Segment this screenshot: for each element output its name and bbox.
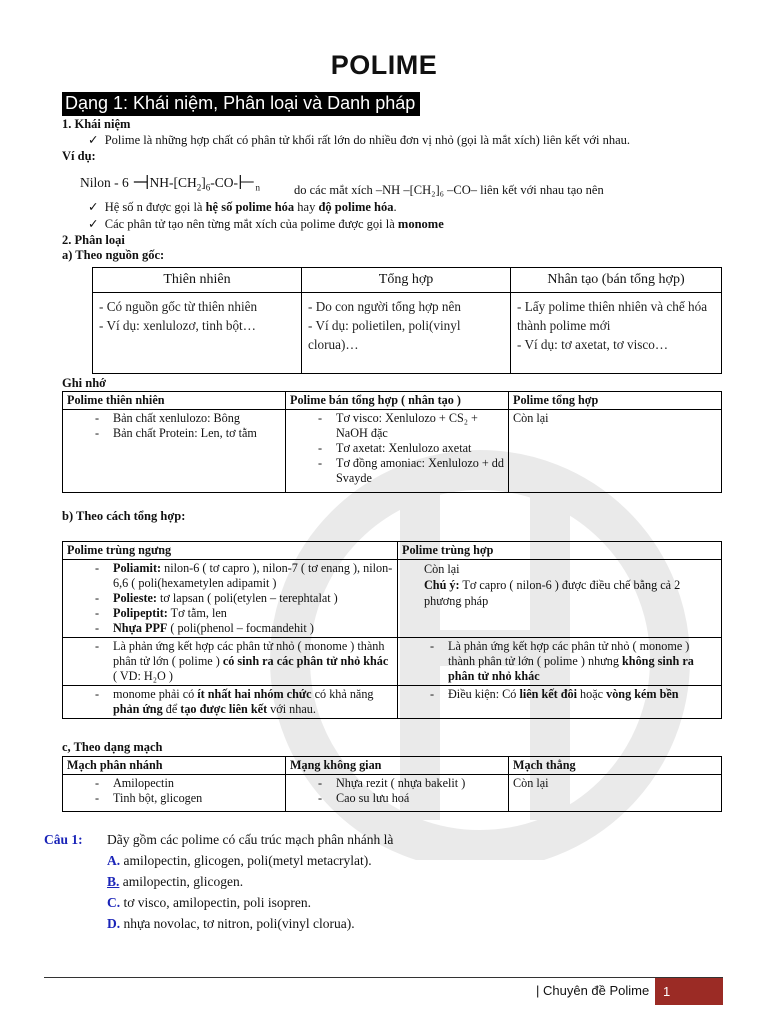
- classify-sub-b: b) Theo cách tổng hợp:: [62, 509, 186, 523]
- table-row: [63, 638, 722, 686]
- note-header-synthetic: Polime tổng hợp: [509, 392, 722, 410]
- bullet3-bold: monome: [397, 217, 444, 231]
- option-b[interactable]: [107, 874, 243, 890]
- footer-text: | Chuyên đề Polime: [536, 983, 650, 998]
- synthesis-header-addition: Polime trùng hợp: [398, 542, 722, 560]
- table-row: [63, 686, 722, 719]
- section-band: Dạng 1: Khái niệm, Phân loại và Danh pháp: [62, 92, 420, 116]
- bullet2-mid: hay: [294, 200, 319, 214]
- option-key: A.: [107, 853, 121, 868]
- note-table-header: [63, 392, 722, 410]
- option-text: tơ visco, amilopectin, poli isopren.: [120, 895, 311, 910]
- table-row: [63, 560, 722, 638]
- chain-cell-linear: Còn lại: [509, 775, 722, 812]
- item-bold: Poliamit:: [113, 561, 162, 575]
- cond-bold: liên kết đôi: [519, 687, 577, 701]
- list-item: [67, 621, 393, 636]
- option-d[interactable]: [107, 916, 355, 932]
- item-text: Tơ tằm, len: [167, 606, 227, 620]
- item-bold: Polieste:: [113, 591, 157, 605]
- bullet3-pre: Các phân tử tạo nên từng mắt xích của polime được gọi là: [104, 217, 398, 231]
- synthesis-examples-condensation: [63, 560, 398, 638]
- question-label: Câu 1:: [44, 832, 83, 847]
- cond-mid: để: [162, 702, 181, 716]
- list-item: - Tinh bột, glicogen: [67, 791, 281, 806]
- concept-definition: [88, 132, 630, 148]
- chain-header-branched: Mạch phân nhánh: [63, 757, 286, 775]
- page-number: 1: [663, 984, 671, 999]
- formula-end: -CO-: [210, 175, 239, 190]
- chain-table: [62, 756, 722, 812]
- list-item: - Nhựa rezit ( nhựa bakelit ): [290, 776, 504, 791]
- synthesis-table-header: [63, 542, 722, 560]
- list-item: - Bản chất Protein: Len, tơ tằm: [67, 426, 281, 441]
- note-text: Tơ capro ( nilon-6 ) được điều chế bằng cả 2 phương pháp: [424, 578, 681, 608]
- formula-tail: ]: [201, 175, 206, 190]
- list-item: [67, 591, 393, 606]
- cond-bold: ít nhất hai nhóm chức: [197, 687, 312, 701]
- item-text: nilon-6 ( tơ capro ), nilon-7 ( tơ enang ), nilon-6,6 ( poli(hexametylen adipamit ): [113, 561, 393, 590]
- def-bold: không sinh ra phân tử nhỏ khác: [448, 654, 694, 683]
- note-header-natural: Polime thiên nhiên: [63, 392, 286, 410]
- addition-rest: Còn lại: [424, 562, 460, 576]
- cond-post: với nhau.: [267, 702, 316, 716]
- definition-text: Polime là những hợp chất có phân tử khối rất lớn do nhiều đơn vị nhỏ (gọi là mắt xích) liên kết với nhau.: [104, 133, 631, 147]
- note-header-semi: Polime bán tổng hợp ( nhân tạo ): [286, 392, 509, 410]
- list-item: - Cao su lưu hoá: [290, 791, 504, 806]
- synthesis-cond-condensation: [63, 686, 398, 719]
- note-cell-semi: [286, 410, 509, 493]
- synthesis-def-addition: [398, 638, 722, 686]
- list-item: - Bản chất xenlulozo: Bông: [67, 411, 281, 426]
- origin-table: [92, 267, 722, 374]
- note-table-row: [63, 410, 722, 493]
- item-bold: Polipeptit:: [113, 606, 168, 620]
- option-key: C.: [107, 895, 121, 910]
- option-key: D.: [107, 916, 121, 931]
- formula-body: NH-[CH: [149, 175, 197, 190]
- list-item: [67, 561, 393, 591]
- list-item: - Tơ visco: Xenlulozo + CS₂ + NaOH đặc: [290, 411, 504, 441]
- bullet-monome: [88, 216, 444, 232]
- chain-header-network: Mạng không gian: [286, 757, 509, 775]
- bullet2-bold2: độ polime hóa: [318, 200, 394, 214]
- origin-header-natural: Thiên nhiên: [93, 268, 302, 293]
- def-bold: có sinh ra các phân tử nhỏ khác: [222, 654, 389, 668]
- list-item: [402, 687, 717, 702]
- bullet2-pre: Hệ số n được gọi là: [104, 200, 206, 214]
- formula-sub2: 6: [205, 182, 211, 193]
- formula-sub: 2: [196, 182, 202, 193]
- cond-mid: có khả năng: [311, 687, 374, 701]
- option-text: nhựa novolac, tơ nitron, poli(vinyl clorua).: [120, 916, 355, 931]
- synthesis-cond-addition: [398, 686, 722, 719]
- item-text: tơ lapsan ( poli(etylen – terephtalat ): [157, 591, 338, 605]
- synthesis-table: [62, 541, 722, 719]
- note-cell-natural: [63, 410, 286, 493]
- cond-bold: phản ứng: [113, 702, 163, 716]
- formula-nilon: [80, 170, 260, 195]
- formula-n: n: [255, 182, 260, 193]
- chain-table-header: [63, 757, 722, 775]
- list-item: [67, 687, 393, 717]
- cond-pre: Điều kiện: Có: [448, 687, 520, 701]
- classify-sub-c: c, Theo dạng mạch: [62, 740, 163, 754]
- origin-cell-synthetic: - Do con người tổng hợp nên - Ví dụ: polietilen, poli(vinyl clorua)…: [302, 293, 511, 374]
- synthesis-examples-addition: [398, 560, 722, 638]
- synthesis-def-condensation: [63, 638, 398, 686]
- note-bold: Chú ý:: [424, 578, 460, 592]
- table-row: [63, 775, 722, 812]
- bracket-right-icon: ⊢: [238, 172, 256, 194]
- check-icon: ✓: [88, 200, 99, 214]
- cond-bold: tạo được liên kết: [180, 702, 268, 716]
- note-table: [62, 391, 722, 493]
- formula-description: do các mắt xích –NH –[CH₂]₆ –CO– liên kết với nhau tạo nên: [294, 183, 604, 197]
- list-item: [402, 639, 717, 684]
- footer-divider: [44, 977, 723, 978]
- option-key: B.: [107, 874, 120, 889]
- list-item: [67, 606, 393, 621]
- note-label: Ghi nhớ: [62, 376, 107, 390]
- check-icon: ✓: [88, 217, 99, 231]
- list-item: - Tơ đồng amoniac: Xenlulozo + dd Svayde: [290, 456, 504, 486]
- note-cell-synthetic: Còn lại: [509, 410, 722, 493]
- check-icon: ✓: [88, 133, 99, 147]
- question-stem: [44, 832, 83, 848]
- option-text: amilopectin, glicogen.: [119, 874, 244, 889]
- cond-pre: monome phải có: [113, 687, 198, 701]
- classify-sub-a: a) Theo nguồn gốc:: [62, 248, 165, 262]
- bullet2-end: .: [393, 200, 397, 214]
- classify-heading: 2. Phân loại: [62, 233, 125, 247]
- origin-table-row: [93, 293, 722, 374]
- list-item: - Tơ axetat: Xenlulozo axetat: [290, 441, 504, 456]
- origin-cell-natural: - Có nguồn gốc từ thiên nhiên - Ví dụ: xenlulozơ, tinh bột…: [93, 293, 302, 374]
- def-post: ( VD: H₂O ): [113, 669, 173, 683]
- def-pre: Là phản ứng kết hợp các phân tử nhỏ ( monome ) thành phân tử lớn ( polime ): [113, 639, 385, 668]
- chain-cell-branched: [63, 775, 286, 812]
- concept-heading: 1. Khái niệm: [62, 117, 131, 131]
- page-title: POLIME: [330, 50, 438, 80]
- addition-note: [424, 577, 717, 609]
- chain-header-linear: Mạch thẳng: [509, 757, 722, 775]
- bracket-left-icon: ⊣: [132, 172, 150, 194]
- cond-bold: vòng kém bền: [606, 687, 679, 701]
- bullet2-bold1: hệ số polime hóa: [205, 200, 295, 214]
- formula-prefix: Nilon - 6: [80, 175, 129, 190]
- item-bold: Nhựa PPF: [113, 621, 168, 635]
- synthesis-header-condensation: Polime trùng ngưng: [63, 542, 398, 560]
- list-item: [67, 639, 393, 684]
- bullet-polymer-degree: [88, 199, 397, 215]
- chain-cell-network: [286, 775, 509, 812]
- option-c[interactable]: [107, 895, 311, 911]
- origin-header-artificial: Nhân tạo (bán tổng hợp): [511, 268, 722, 293]
- origin-cell-artificial: - Lấy polime thiên nhiên và chế hóa thành polime mới - Ví dụ: tơ axetat, tơ visco…: [511, 293, 722, 374]
- page-number-box: [655, 978, 723, 1005]
- cond-mid: hoặc: [577, 687, 607, 701]
- item-text: ( poli(phenol – focmandehit ): [167, 621, 314, 635]
- origin-header-synthetic: Tổng hợp: [302, 268, 511, 293]
- option-a[interactable]: [107, 853, 372, 869]
- option-text: amilopectin, glicogen, poli(metyl metacrylat).: [120, 853, 372, 868]
- example-label: Ví dụ:: [62, 149, 96, 163]
- origin-table-header: [93, 268, 722, 293]
- def-pre: Là phản ứng kết hợp các phân tử nhỏ ( monome ) thành phân tử lớn ( polime ) nhưng: [448, 639, 690, 668]
- question-text: Dãy gồm các polime có cấu trúc mạch phân nhánh là: [107, 832, 394, 847]
- list-item: - Amilopectin: [67, 776, 281, 791]
